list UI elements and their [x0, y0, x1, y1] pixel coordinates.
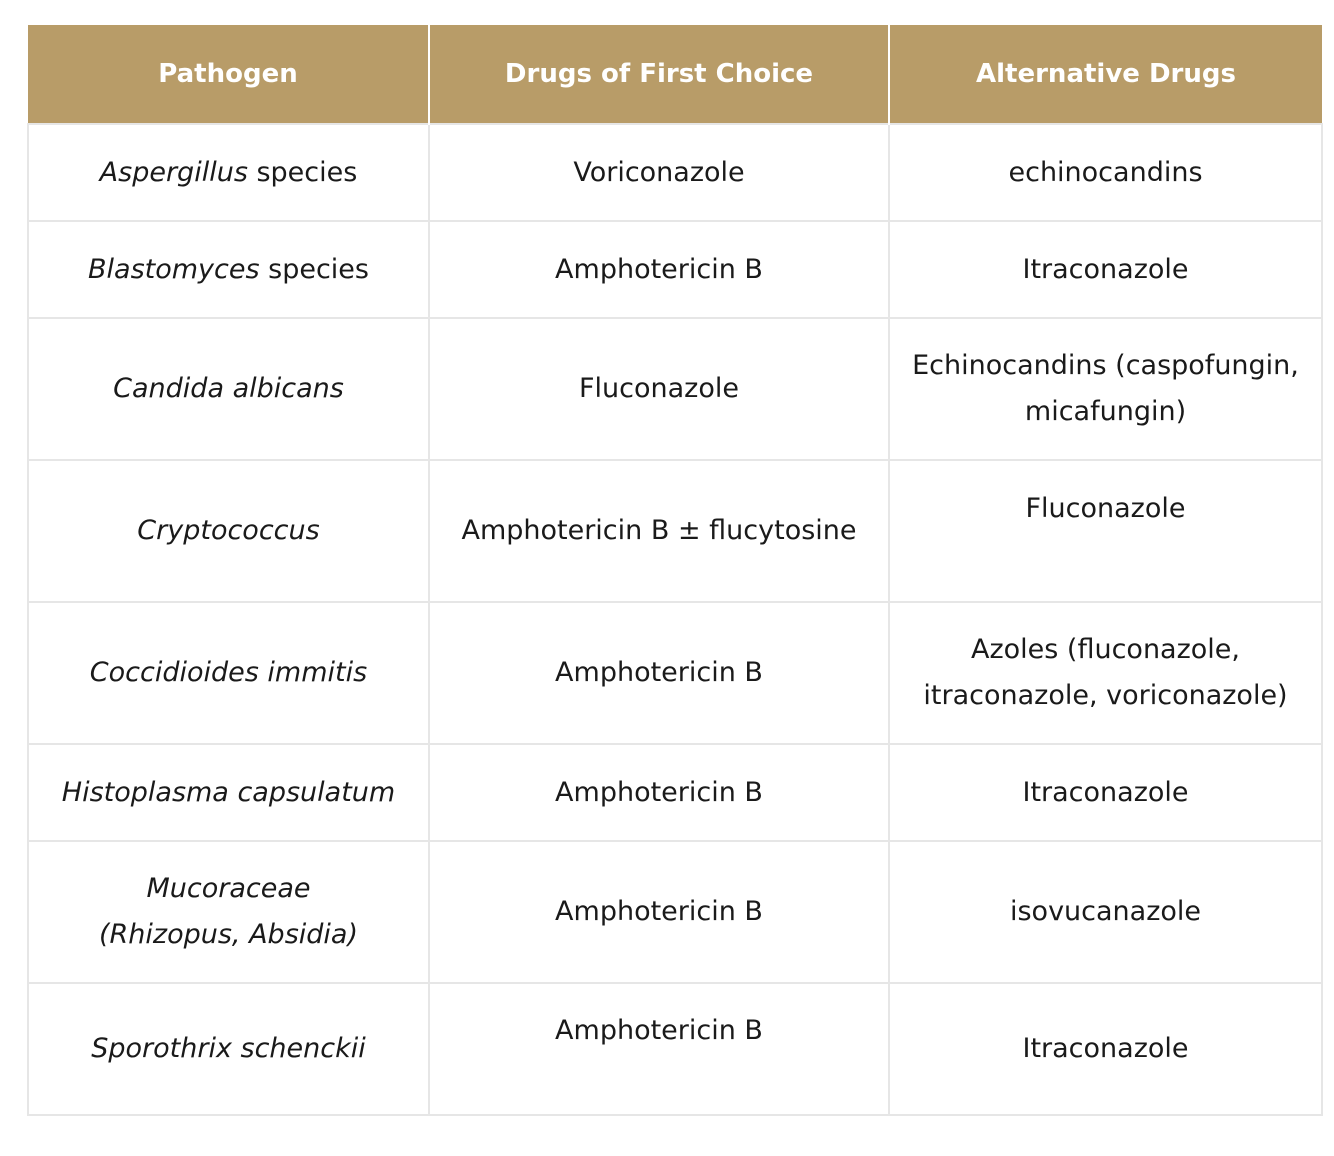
- first-choice-cell: Amphotericin B: [429, 744, 889, 841]
- header-pathogen: Pathogen: [28, 25, 429, 124]
- first-choice-cell: Amphotericin B ± flucytosine: [429, 460, 889, 602]
- antifungal-drug-table: [27, 25, 1323, 1116]
- pathogen-name: Aspergillus: [99, 156, 248, 188]
- pathogen-line-1: Mucoraceae: [146, 873, 311, 904]
- table-row: [28, 841, 1322, 983]
- alternative-text: Fluconazole: [1025, 493, 1186, 524]
- first-choice-cell: Amphotericin B: [429, 602, 889, 744]
- pathogen-cell: [28, 124, 429, 221]
- pathogen-cell: [28, 602, 429, 744]
- table-row: [28, 460, 1322, 602]
- alternative-line-2: micafungin): [1024, 396, 1187, 427]
- pathogen-cell: [28, 460, 429, 602]
- alternative-cell: echinocandins: [889, 124, 1322, 221]
- alternative-cell: isovucanazole: [889, 841, 1322, 983]
- alternative-line-1: Echinocandins (caspofungin,: [912, 350, 1299, 381]
- pathogen-cell: [28, 221, 429, 318]
- table-row: [28, 318, 1322, 460]
- alternative-cell: [889, 318, 1322, 460]
- pathogen-name: Blastomyces: [88, 253, 260, 285]
- pathogen-suffix: species: [247, 156, 358, 188]
- pathogen-suffix: species: [259, 253, 369, 285]
- pathogen-name: Coccidioides immitis: [89, 657, 368, 688]
- first-choice-cell: Voriconazole: [429, 124, 889, 221]
- first-choice-cell: Amphotericin B: [429, 841, 889, 983]
- pathogen-name: Histoplasma capsulatum: [61, 776, 396, 808]
- alternative-cell: Itraconazole: [889, 221, 1322, 318]
- alternative-cell: Itraconazole: [889, 983, 1322, 1115]
- pathogen-line-2: (Rhizopus, Absidia): [99, 919, 358, 950]
- table-row: [28, 983, 1322, 1115]
- alternative-cell: [889, 602, 1322, 744]
- first-choice-cell: Fluconazole: [429, 318, 889, 460]
- pathogen-name: Sporothrix schenckii: [91, 1033, 366, 1064]
- pathogen-name: Candida albicans: [113, 373, 344, 404]
- table-row: [28, 602, 1322, 744]
- alternative-line-1: Azoles (fluconazole,: [971, 634, 1240, 665]
- table-row: [28, 124, 1322, 221]
- antifungal-table-container: [27, 25, 1321, 1116]
- table-header-row: [28, 25, 1322, 124]
- pathogen-name: Cryptococcus: [137, 515, 320, 546]
- alternative-line-2: itraconazole, voriconazole): [923, 680, 1288, 711]
- pathogen-cell: [28, 841, 429, 983]
- first-choice-text: Amphotericin B: [555, 1015, 763, 1046]
- alternative-cell: [889, 460, 1322, 602]
- alternative-cell: Itraconazole: [889, 744, 1322, 841]
- first-choice-cell: [429, 983, 889, 1115]
- pathogen-cell: [28, 744, 429, 841]
- first-choice-cell: Amphotericin B: [429, 221, 889, 318]
- table-row: [28, 221, 1322, 318]
- pathogen-cell: [28, 983, 429, 1115]
- header-first-choice: Drugs of First Choice: [429, 25, 889, 124]
- header-alternative: Alternative Drugs: [889, 25, 1322, 124]
- pathogen-cell: [28, 318, 429, 460]
- table-row: [28, 744, 1322, 841]
